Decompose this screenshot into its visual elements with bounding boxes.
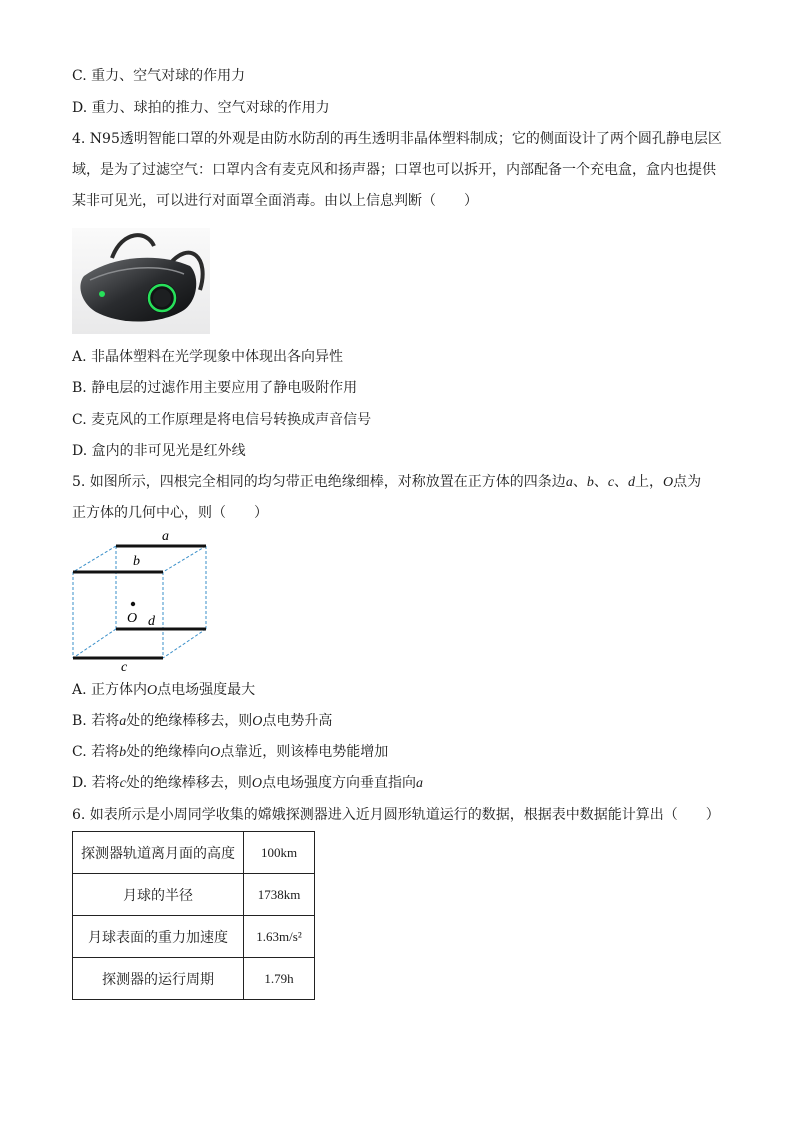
q6-stem: 6. 如表所示是小周同学收集的嫦娥探测器进入近月圆形轨道运行的数据，根据表中数据能计算出（ ）	[72, 807, 720, 823]
q4-stem-line2: 域，是为了过滤空气：口罩内含有麦克风和扬声器；口罩也可以拆开，内部配备一个充电盒，盒内也提供	[72, 162, 716, 178]
table-value: 1738km	[244, 874, 315, 916]
q4-option-b: B. 静电层的过滤作用主要应用了静电吸附作用	[72, 380, 358, 396]
q5-option-b: B. 若将a处的绝缘棒移去，则O点电势升高	[72, 713, 333, 729]
q5-option-a: A. 正方体内O点电场强度最大	[72, 682, 256, 698]
table-label: 月球的半径	[73, 874, 244, 916]
table-row	[73, 916, 315, 958]
q5-stem-line1: 5. 如图所示，四根完全相同的均匀带正电绝缘细棒，对称放置在正方体的四条边a、b、c、d上，O点为	[72, 474, 702, 490]
cube-figure	[68, 527, 218, 675]
q5-stem-line2: 正方体的几何中心，则（ ）	[72, 505, 268, 521]
q3-option-c: C. 重力、空气对球的作用力	[72, 68, 246, 84]
label-c: c	[121, 660, 128, 675]
table-label: 探测器的运行周期	[73, 958, 244, 1000]
table-value: 100km	[244, 832, 315, 874]
q4-stem-line1: 4. N95透明智能口罩的外观是由防水防刮的再生透明非晶体塑料制成；它的侧面设计了两个圆孔静电层区	[72, 131, 722, 147]
table-row	[73, 874, 315, 916]
q4-option-c: C. 麦克风的工作原理是将电信号转换成声音信号	[72, 412, 372, 428]
q4-option-a: A. 非晶体塑料在光学现象中体现出各向异性	[72, 349, 344, 365]
q5-option-c: C. 若将b处的绝缘棒向O点靠近，则该棒电势能增加	[72, 744, 389, 760]
table-row	[73, 832, 315, 874]
moon-probe-data-table	[72, 831, 315, 1000]
q4-stem-line3: 某非可见光，可以进行对面罩全面消毒。由以上信息判断（ ）	[72, 193, 478, 209]
table-row	[73, 958, 315, 1000]
label-b: b	[133, 554, 140, 569]
q5-option-d: D. 若将c处的绝缘棒移去，则O点电场强度方向垂直指向a	[72, 775, 423, 791]
q4-option-d: D. 盒内的非可见光是红外线	[72, 443, 246, 459]
label-d: d	[148, 614, 155, 629]
q3-option-d: D. 重力、球拍的推力、空气对球的作用力	[72, 100, 330, 116]
center-point	[131, 602, 135, 606]
table-value: 1.79h	[244, 958, 315, 1000]
smart-mask-image	[72, 228, 210, 334]
table-label: 探测器轨道离月面的高度	[73, 832, 244, 874]
table-label: 月球表面的重力加速度	[73, 916, 244, 958]
table-value: 1.63m/s²	[244, 916, 315, 958]
label-O: O	[127, 611, 138, 626]
label-a: a	[162, 529, 169, 544]
